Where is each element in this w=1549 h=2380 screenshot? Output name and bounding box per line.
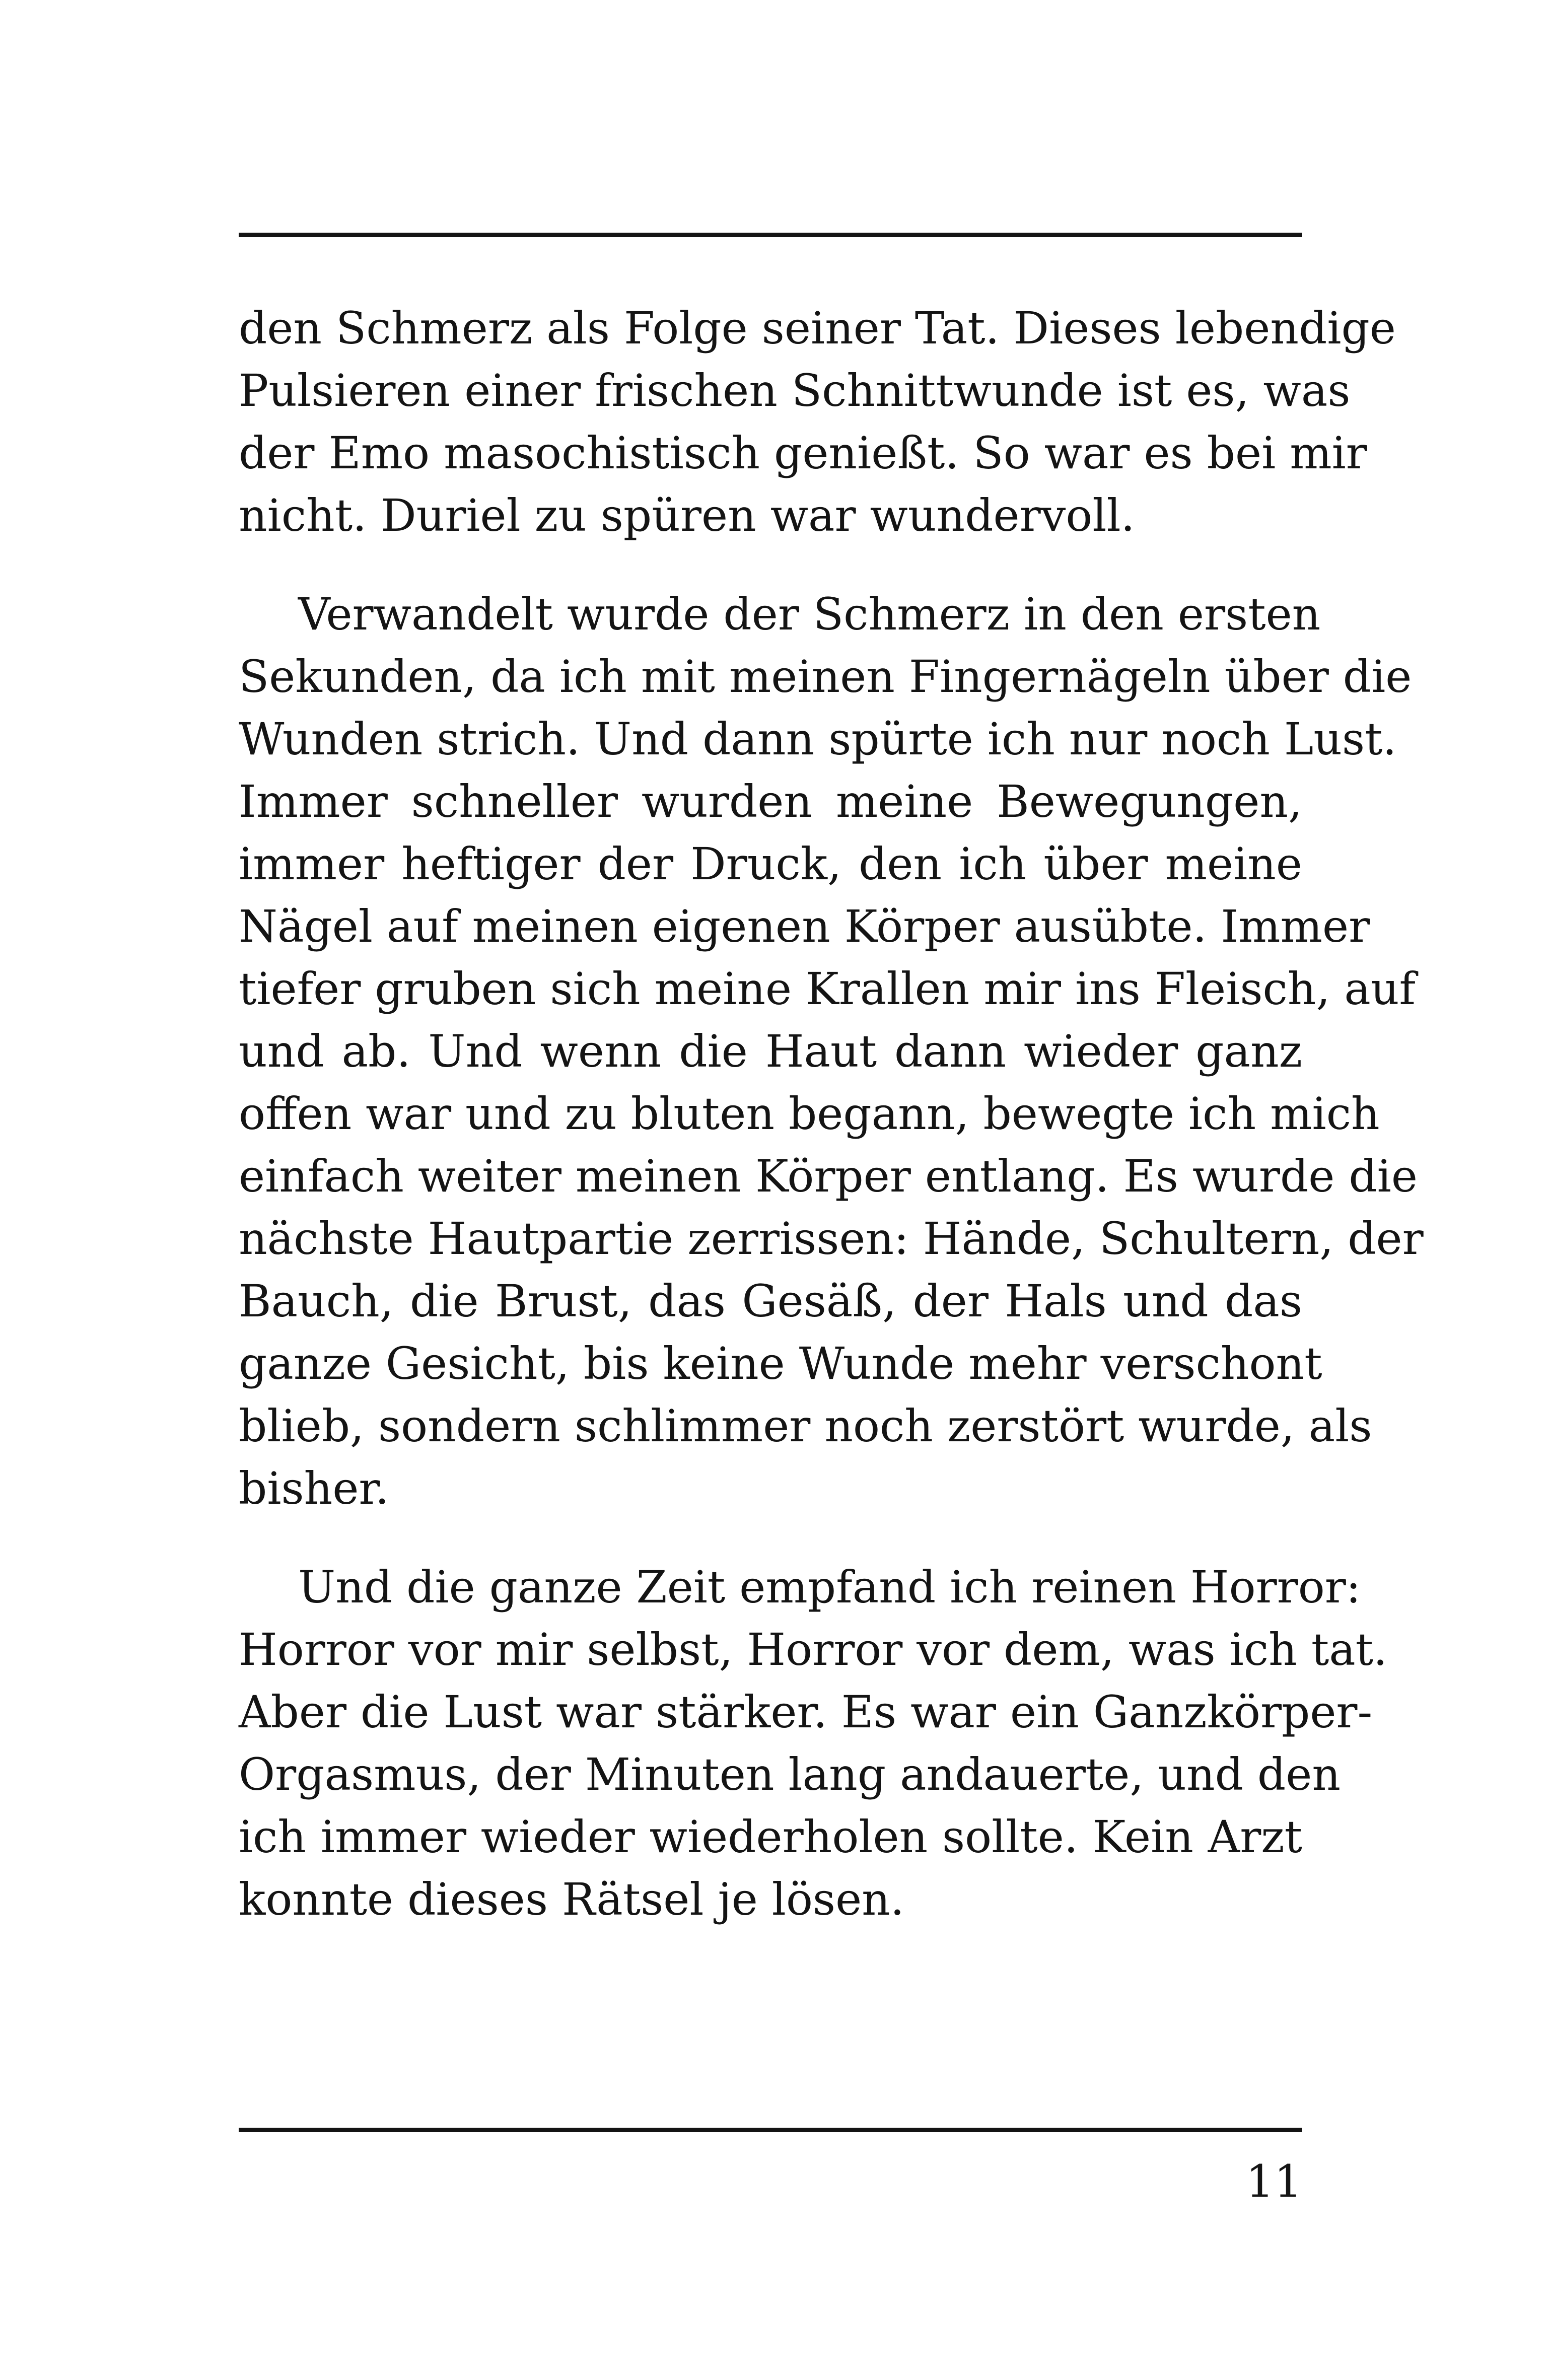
text-line: immer heftiger der Druck, den ich über meine — [239, 838, 1302, 890]
paragraph-1 — [239, 297, 1396, 547]
text-line: Sekunden, da ich mit meinen Fingernägeln über die — [239, 651, 1412, 703]
text-line: Pulsieren einer frischen Schnittwunde ist es, was — [239, 365, 1351, 416]
text-line: Wunden strich. Und dann spürte ich nur noch Lust. — [239, 713, 1397, 765]
text-line: Nägel auf meinen eigenen Körper ausübte. Immer — [239, 900, 1370, 952]
text-line: Immer schneller wurden meine Bewegungen, — [239, 776, 1302, 827]
text-line: den Schmerz als Folge seiner Tat. Dieses lebendige — [239, 302, 1396, 354]
paragraph-2 — [239, 583, 1424, 1520]
text-line: Verwandelt wurde der Schmerz in den ersten — [298, 588, 1321, 640]
text-line: bisher. — [239, 1462, 389, 1514]
text-line: konnte dieses Rätsel je lösen. — [239, 1873, 904, 1925]
text-line: nicht. Duriel zu spüren war wundervoll. — [239, 489, 1135, 541]
text-line: nächste Hautpartie zerrissen: Hände, Schultern, der — [239, 1213, 1424, 1265]
page-number: 11 — [1246, 2155, 1302, 2207]
header-rule — [239, 233, 1302, 237]
text-line: Orgasmus, der Minuten lang andauerte, und den — [239, 1748, 1341, 1800]
text-line: Horror vor mir selbst, Horror vor dem, was ich tat. — [239, 1624, 1387, 1675]
text-line: Und die ganze Zeit empfand ich reinen Horror: — [298, 1561, 1361, 1613]
paragraph-spacer — [239, 547, 1302, 583]
text-line: Aber die Lust war stärker. Es war ein Ganzkörper- — [239, 1686, 1373, 1738]
paragraph-spacer — [239, 1520, 1302, 1556]
text-line: ganze Gesicht, bis keine Wunde mehr verschont — [239, 1338, 1322, 1389]
text-line: einfach weiter meinen Körper entlang. Es wurde die — [239, 1150, 1418, 1202]
text-line: offen war und zu bluten begann, bewegte ich mich — [239, 1088, 1380, 1140]
text-line: und ab. Und wenn die Haut dann wieder ganz — [239, 1025, 1302, 1077]
text-line: tiefer gruben sich meine Krallen mir ins Fleisch, auf — [239, 963, 1416, 1015]
paragraph-3 — [239, 1556, 1387, 1931]
footer-rule — [239, 2128, 1302, 2132]
body-text — [239, 297, 1424, 1931]
text-line: blieb, sondern schlimmer noch zerstört wurde, als — [239, 1400, 1372, 1452]
text-line: ich immer wieder wiederholen sollte. Kein Arzt — [239, 1811, 1302, 1863]
text-line: Bauch, die Brust, das Gesäß, der Hals und das — [239, 1275, 1302, 1327]
text-line: der Emo masochistisch genießt. So war es bei mir — [239, 427, 1367, 479]
